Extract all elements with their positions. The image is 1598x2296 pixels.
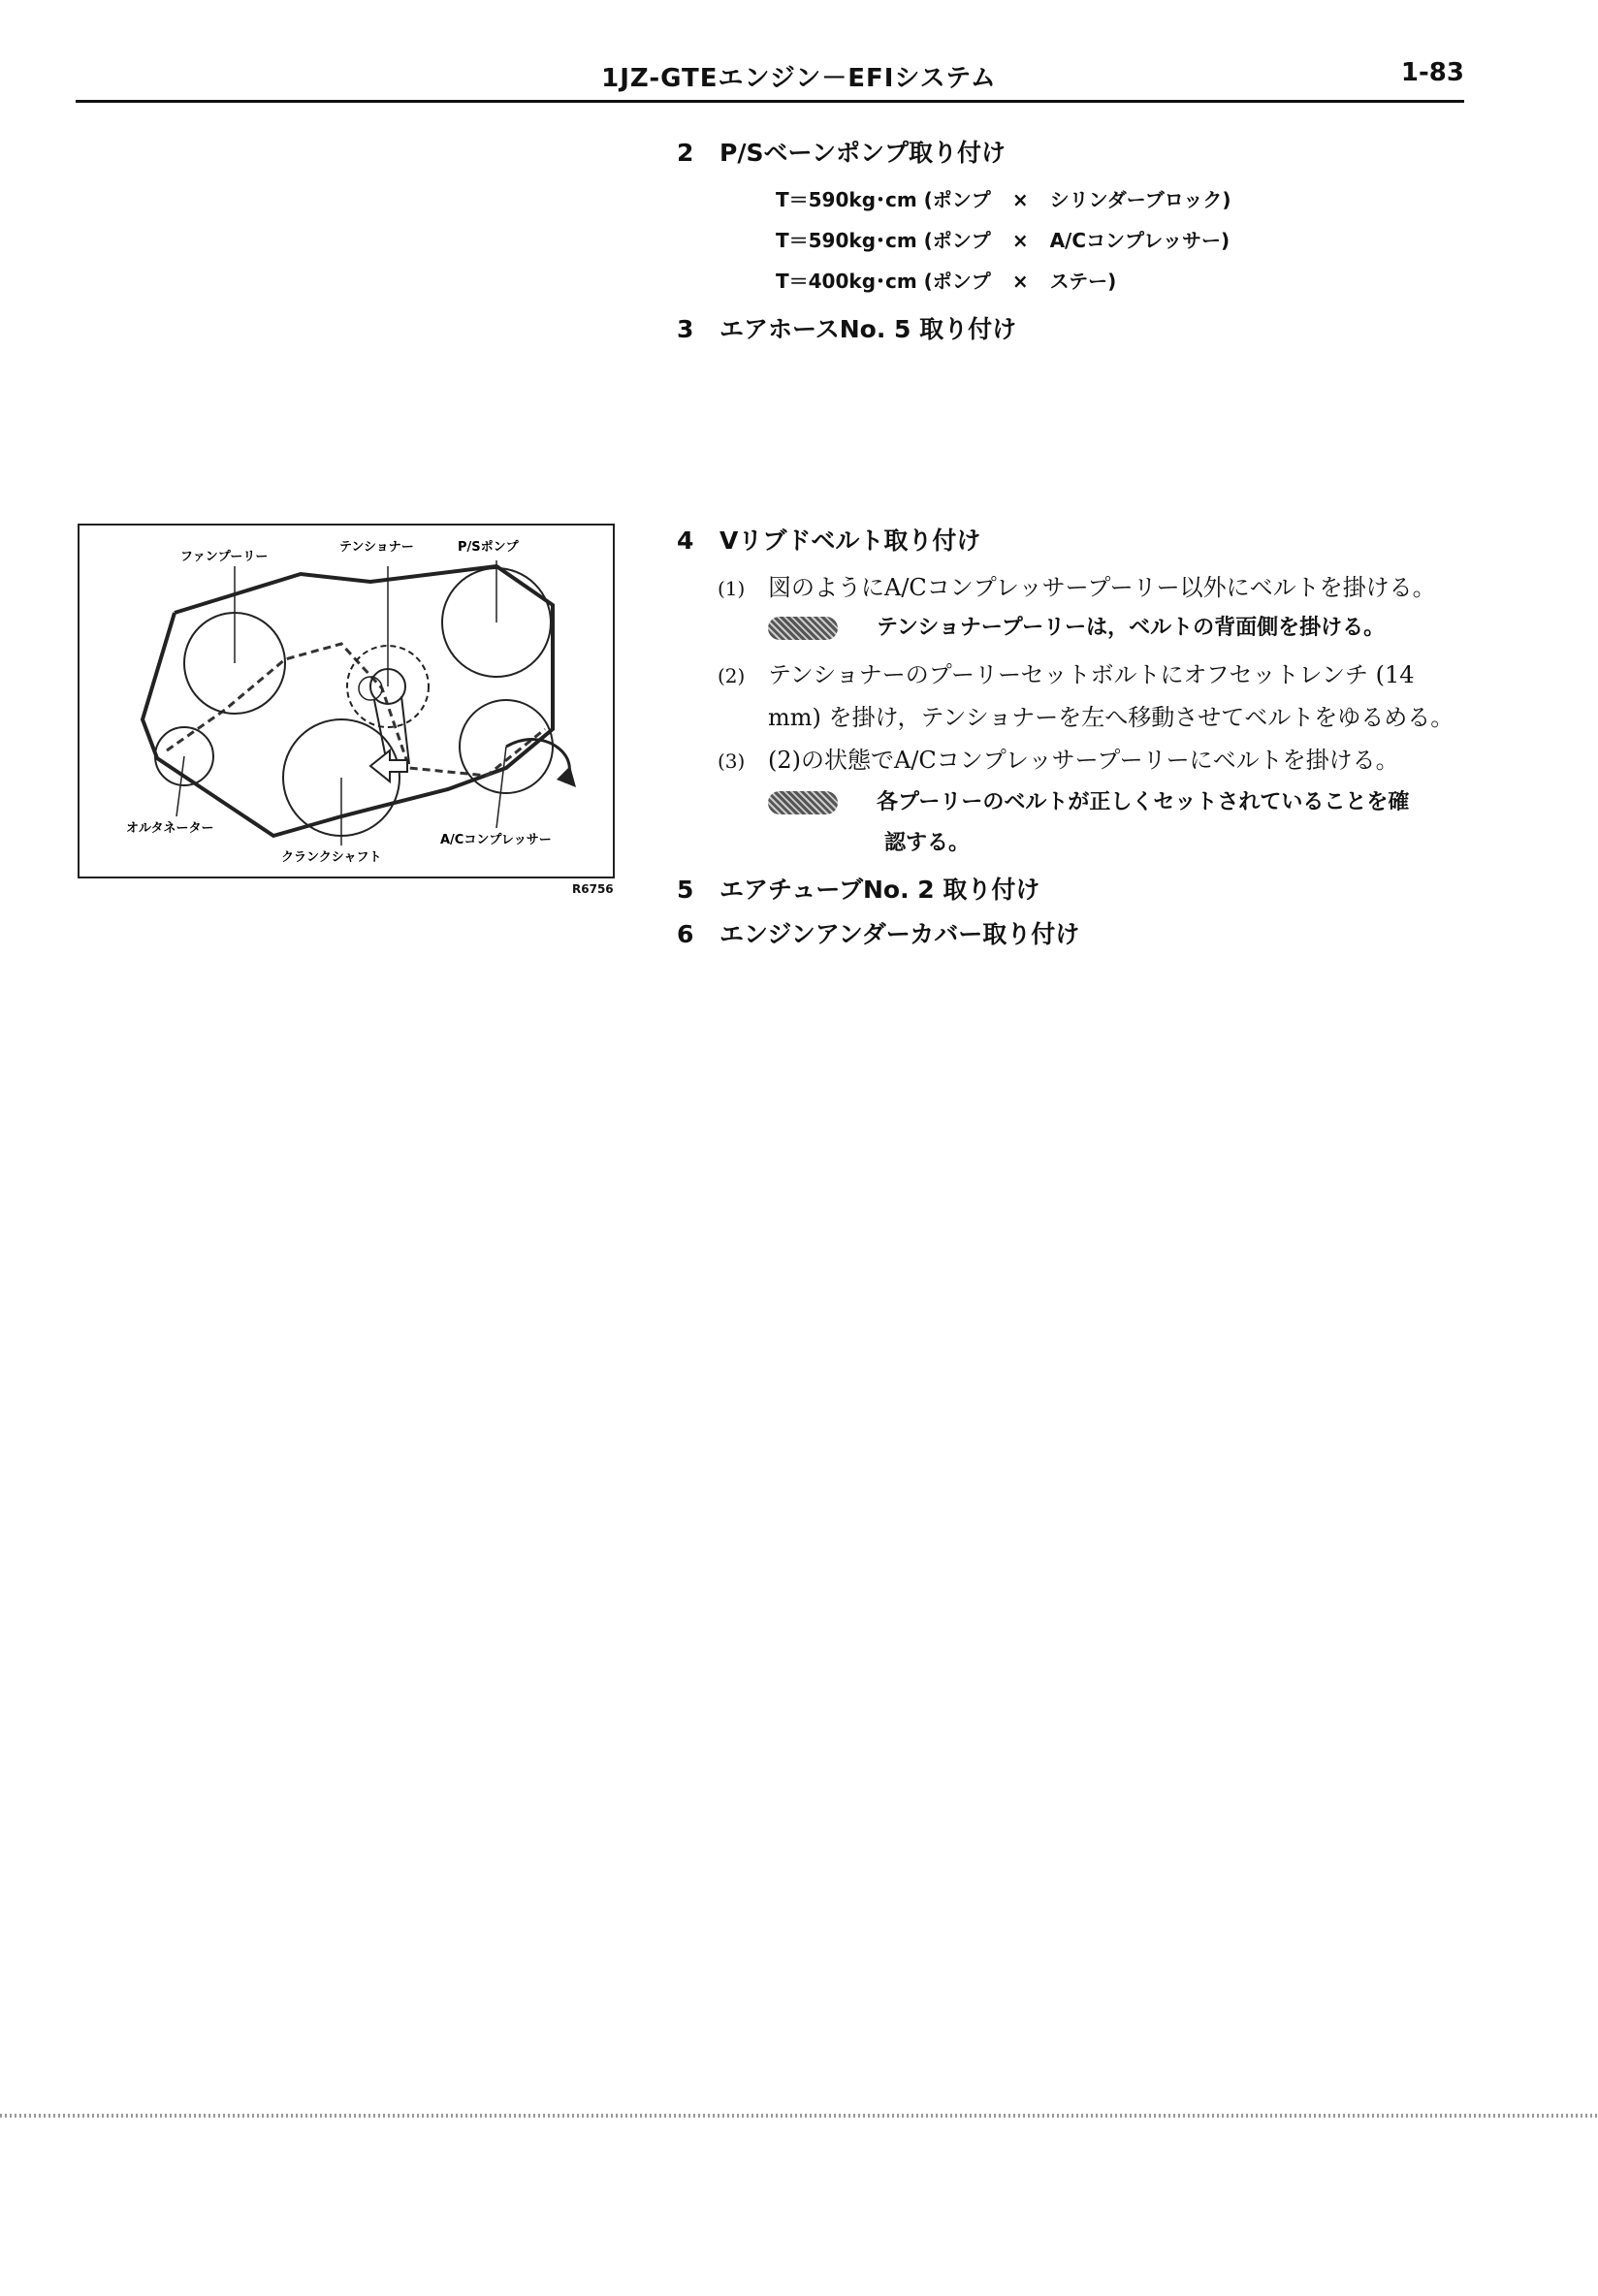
belt-line <box>143 566 553 836</box>
step-number: 5 <box>677 876 694 904</box>
step-title: P/Sベーンポンプ取り付け <box>719 139 1006 167</box>
step-title: エアホースNo. 5 取り付け <box>719 315 1017 343</box>
step-6 <box>677 915 1079 950</box>
leader-line <box>176 756 184 816</box>
label-fan-pulley: ファンプーリー <box>180 550 269 564</box>
belt-routing-drawing <box>80 526 613 877</box>
label-ps-pump: P/Sポンプ <box>458 540 519 555</box>
step-4 <box>677 522 980 557</box>
step-number: 2 <box>677 139 694 167</box>
step-title: エンジンアンダーカバー取り付け <box>719 920 1080 948</box>
torque-spec: T＝590kg･cm (ポンプ × シリンダーブロック) <box>776 188 1231 211</box>
step-3 <box>677 310 1016 345</box>
torque-spec: T＝590kg･cm (ポンプ × A/Cコンプレッサー) <box>776 229 1230 252</box>
hint-2: 各プーリーのベルトが正しくセットされていることを確 <box>768 785 1409 815</box>
label-tensioner: テンショナー <box>339 540 414 555</box>
label-ac-compressor: A/Cコンプレッサー <box>440 833 552 847</box>
substep-2-cont: mm) を掛け，テンショナーを左へ移動させてベルトをゆるめる。 <box>768 704 1454 731</box>
hint-badge-icon <box>768 791 838 814</box>
step-number: 3 <box>677 315 694 343</box>
tensioner-arm <box>401 696 409 764</box>
label-alternator: オルタネーター <box>126 821 214 836</box>
hint-1: テンショナープーリーは，ベルトの背面側を掛ける。 <box>768 611 1385 641</box>
rotation-arrow-head-icon <box>557 766 576 787</box>
step-title: エアチューブNo. 2 取り付け <box>719 876 1040 904</box>
torque-spec: T＝400kg･cm (ポンプ × ステー) <box>776 270 1117 293</box>
substep-2: (2) テンショナーのプーリーセットボルトにオフセットレンチ (14 <box>718 661 1415 688</box>
hint-2-cont: 認する。 <box>884 831 971 855</box>
label-crankshaft: クランクシャフト <box>281 850 382 865</box>
header-divider <box>76 100 1464 103</box>
leader-line <box>496 747 506 828</box>
page-header-title: 1JZ-GTEエンジン－EFIシステム <box>601 64 997 93</box>
step-5 <box>677 871 1039 906</box>
belt-dashed-route <box>167 644 545 776</box>
move-left-arrow-icon <box>370 750 407 781</box>
step-2 <box>677 134 1006 169</box>
step-number: 6 <box>677 920 694 948</box>
step-number: 4 <box>677 526 694 555</box>
hint-badge-icon <box>768 617 838 640</box>
figure-id: R6756 <box>572 882 614 896</box>
page-number: 1-83 <box>1400 58 1464 87</box>
substep-3: (3) (2)の状態でA/Cコンプレッサープーリーにベルトを掛ける。 <box>718 747 1399 774</box>
page-bottom-edge <box>0 2114 1598 2118</box>
step-title: Vリブドベルト取り付け <box>719 526 981 555</box>
belt-diagram <box>78 524 615 878</box>
substep-1: (1) 図のようにA/Cコンプレッサープーリー以外にベルトを掛ける。 <box>718 574 1436 601</box>
